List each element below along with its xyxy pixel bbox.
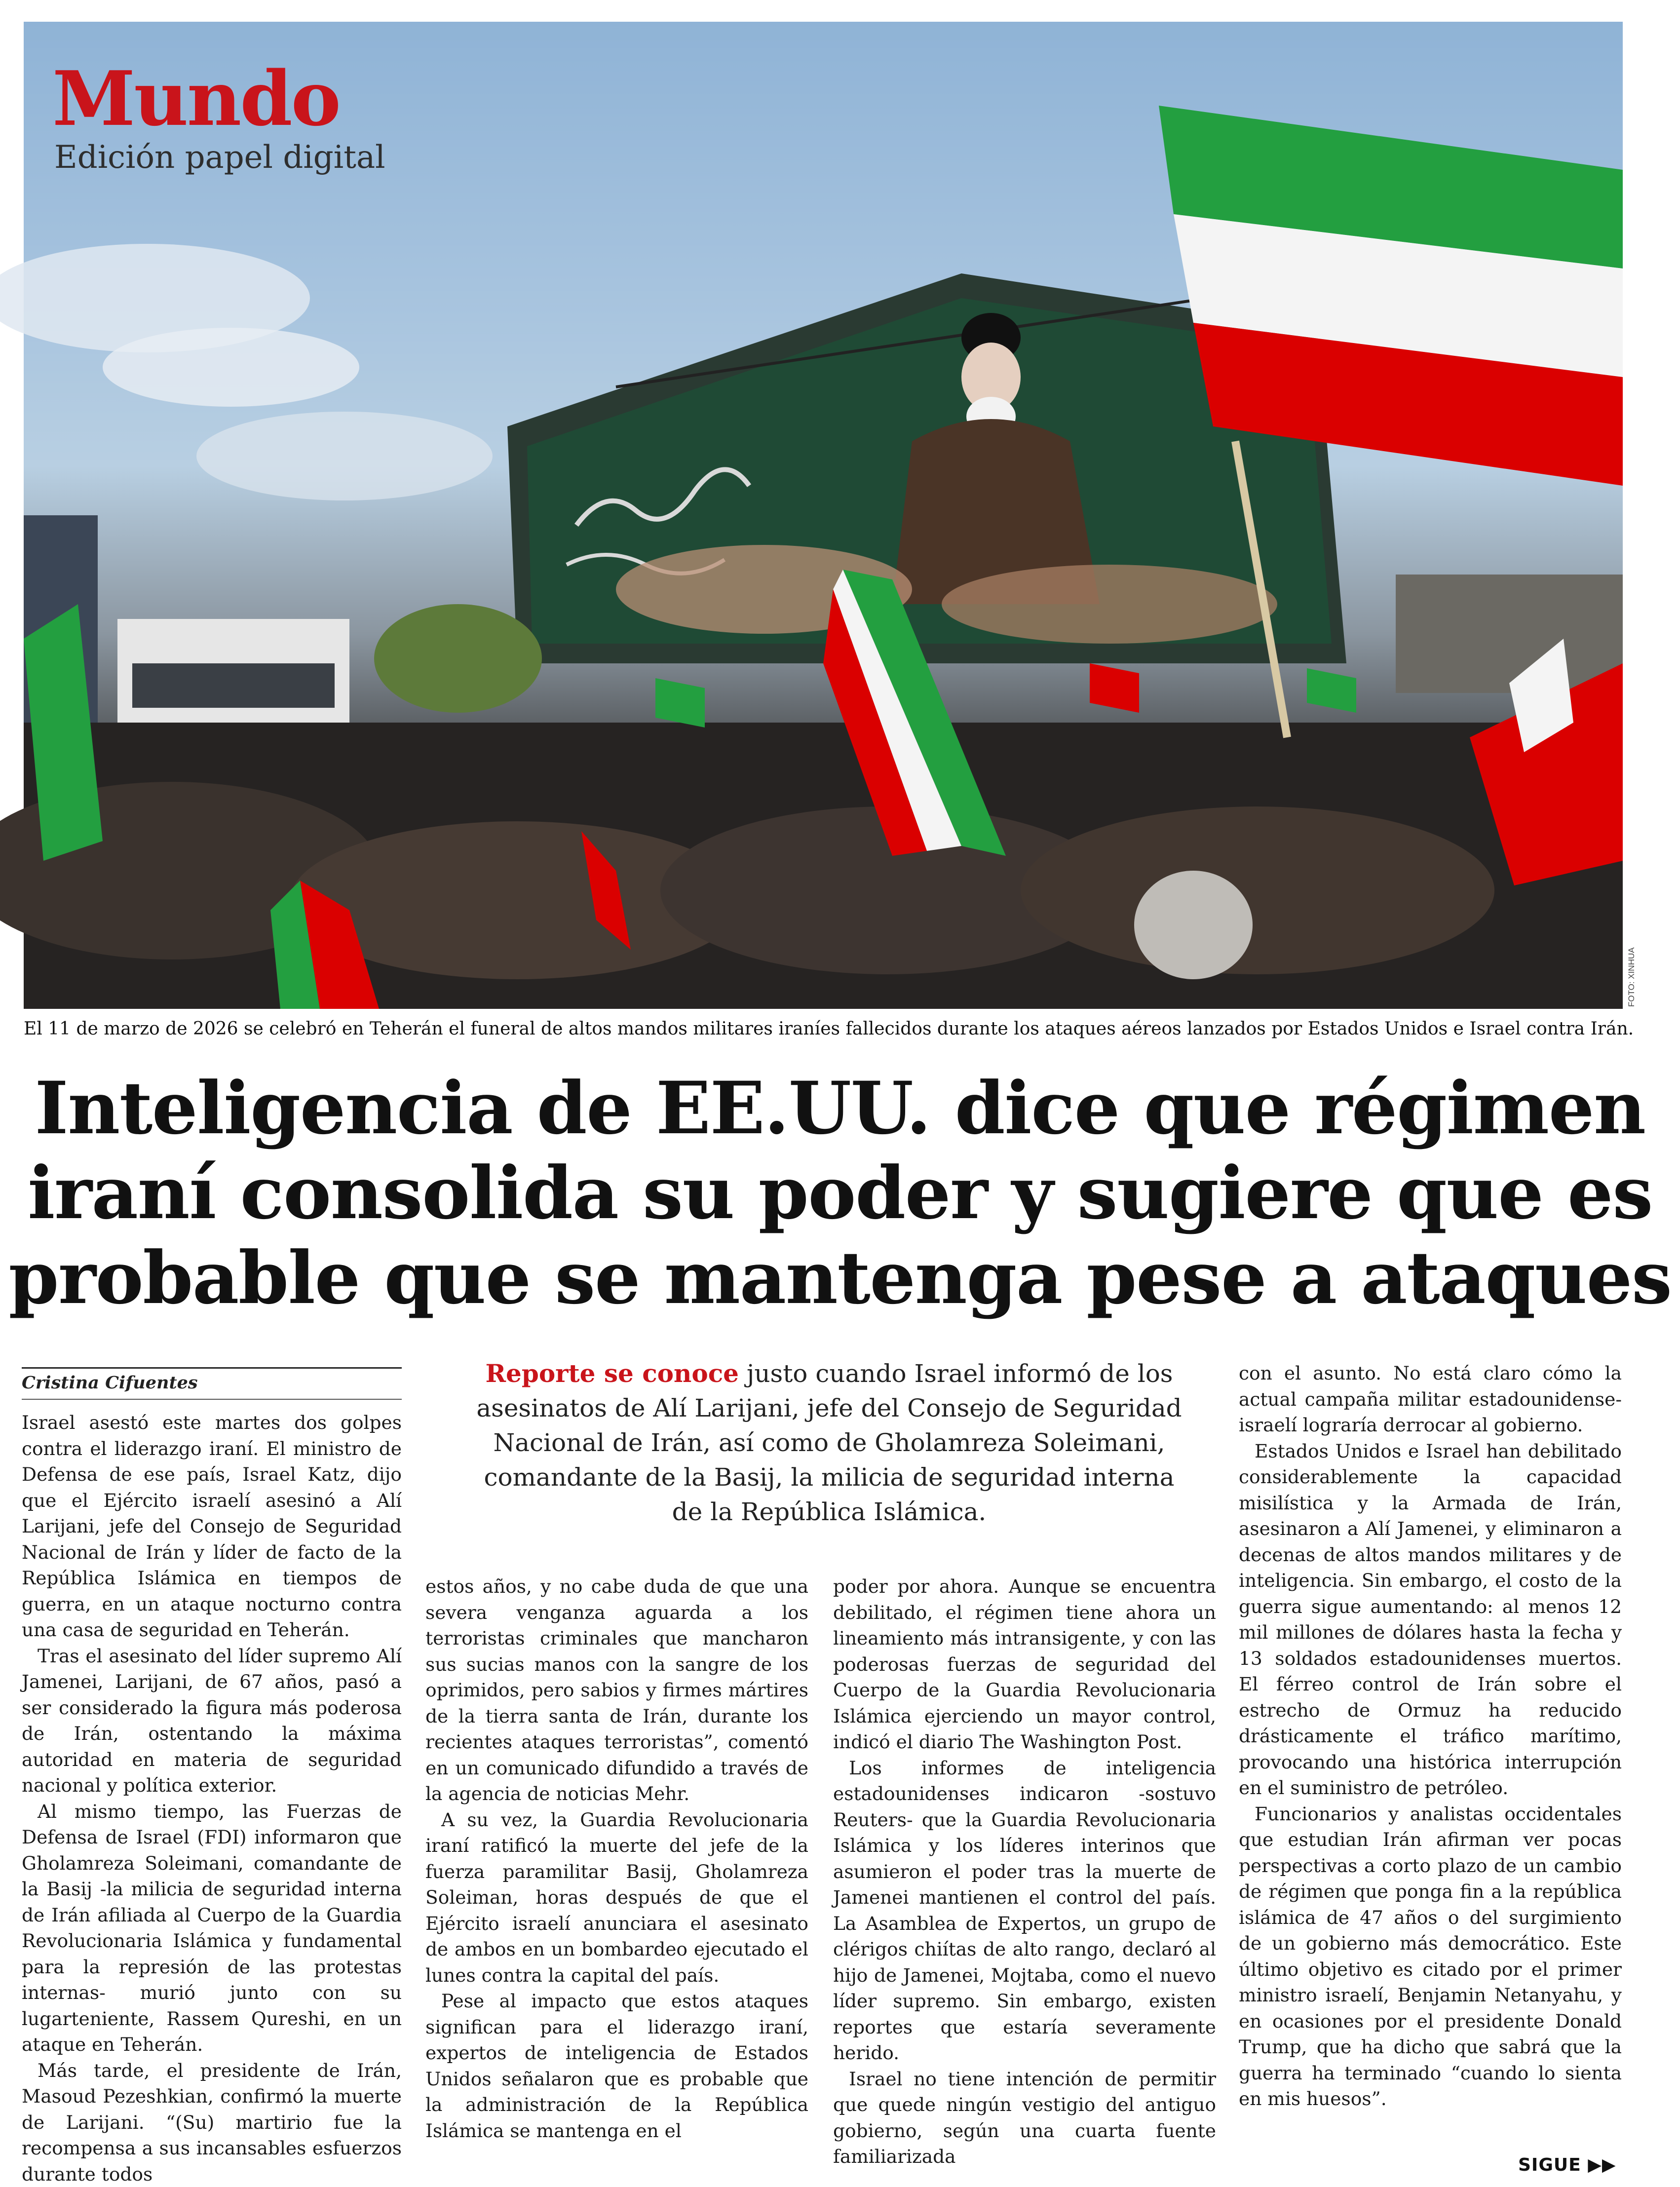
- right-building: [1396, 575, 1623, 693]
- section-subtitle: Edición papel digital: [54, 139, 385, 176]
- paragraph: con el asunto. No está claro cómo la actual campaña militar estadounidense-israelí lograría derrocar al gobierno.: [1239, 1360, 1622, 1438]
- crowd-flag: [655, 678, 705, 728]
- body-column-1: [22, 1410, 402, 2140]
- white-hair-head: [1134, 871, 1253, 979]
- cloud: [103, 328, 359, 407]
- paragraph: estos años, y no cabe duda de que una severa venganza aguarda a los terroristas criminales que mancharon sus sucias manos con la sangre de los oprimidos, pero sabios y firmes mártires de la tierra santa de Irán, durante los recientes ataques terroristas”, comentó en un comunicado difundido a través de la agencia de noticias Mehr.: [425, 1573, 808, 1807]
- body-column-4: [1239, 1360, 1622, 2140]
- crowd-flag: [1307, 668, 1356, 713]
- photo-caption: El 11 de marzo de 2026 se celebró en Teherán el funeral de altos mandos militares iraníes fallecidos durante los ataques aéreos lanzados por Estados Unidos e Israel contra Irán.: [24, 1019, 1633, 1039]
- pull-quote-text: justo cuando Israel informó de los asesinatos de Alí Larijani, jefe del Consejo de Seguridad Nacional de Irán, así como de Gholamreza Soleimani, comandante de la Basij, la milicia de seguridad interna de la República Islámica.: [476, 1359, 1182, 1526]
- paragraph: Pese al impacto que estos ataques significan para el liderazgo iraní, expertos de inteligencia de Estados Unidos señalaron que es probable que la administración de la República Islámica se mantenga en el: [425, 1988, 808, 2144]
- paragraph: Funcionarios y analistas occidentales que estudian Irán afirman ver pocas perspectivas a corto plazo de un cambio de régimen que ponga fin a la república islámica de 47 años o del surgimiento de un gobierno más democrático. Este último objetivo es citado por el primer ministro israelí, Benjamin Netanyahu, y en ocasiones por el presidente Donald Trump, que ha dicho que sabrá que la guerra ha terminado “cuando lo sienta en mis huesos”.: [1239, 1801, 1622, 2112]
- paragraph: Tras el asesinato del líder supremo Alí Jamenei, Larijani, de 67 años, pasó a ser considerado la figura más poderosa de Irán, ostentando la máxima autoridad en materia de seguridad nacional y política exterior.: [22, 1643, 402, 1799]
- crowd-flag: [1090, 663, 1139, 713]
- paragraph: Los informes de inteligencia estadounidenses indicaron -sostuvo Reuters- que la Guardia Revolucionaria Islámica y los líderes interinos que asumieron el poder tras la muerte de Jamenei mantienen el control del país. La Asamblea de Expertos, un grupo de clérigos chiítas de alto rango, declaró al hijo de Jamenei, Mojtaba, como el nuevo líder supremo. Sin embargo, existen reportes que estaría severamente herido.: [833, 1755, 1216, 2066]
- pull-quote-lead: Reporte se conoce: [486, 1359, 739, 1388]
- cloud: [196, 412, 493, 500]
- photo-credit: FOTO: XINHUA: [1627, 933, 1637, 1007]
- paragraph: Más tarde, el presidente de Irán, Masoud Pezeshkian, confirmó la muerte de Larijani. “(Su) martirio fue la recompensa a sus incansables esfuerzos durante todos: [22, 2058, 402, 2187]
- headline-line-3: probable que se mantenga pese a ataques: [8, 1236, 1671, 1320]
- body-column-2: [425, 1573, 808, 2140]
- byline: Cristina Cifuentes: [22, 1367, 402, 1400]
- headline: [0, 1066, 1680, 1321]
- paragraph: Israel asestó este martes dos golpes contra el liderazgo iraní. El ministro de Defensa de ese país, Israel Katz, dijo que el Ejército israelí asesinó a Alí Larijani, jefe del Consejo de Seguridad Nacional de Irán y líder de facto de la República Islámica en tiempos de guerra, en un ataque nocturno contra una casa de seguridad en Teherán.: [22, 1410, 402, 1643]
- pull-quote: [474, 1356, 1184, 1529]
- paragraph: poder por ahora. Aunque se encuentra debilitado, el régimen tiene ahora un lineamiento más intransigente, y con las poderosas fuerzas de seguridad del Cuerpo de la Guardia Revolucionaria Islámica ejerciendo un mayor control, indicó el diario The Washington Post.: [833, 1573, 1216, 1755]
- continue-link[interactable]: SIGUE ▶▶: [1518, 2155, 1616, 2175]
- lead-photo: [24, 22, 1623, 1009]
- body-column-3: [833, 1573, 1216, 2140]
- section-title: Mundo: [52, 61, 340, 136]
- paragraph: Al mismo tiempo, las Fuerzas de Defensa de Israel (FDI) informaron que Gholamreza Soleimani, comandante de la Basij -la milicia de seguridad interna de Irán afiliada al Cuerpo de la Guardia Revolucionaria Islámica y fundamental para la represión de las protestas internas- murió junto con su lugarteniente, Rassem Qureshi, en un ataque en Teherán.: [22, 1799, 402, 2058]
- headline-line-1: Inteligencia de EE.UU. dice que régimen: [35, 1066, 1645, 1151]
- paragraph: Estados Unidos e Israel han debilitado considerablemente la capacidad misilística y la Armada de Irán, asesinaron a Alí Jamenei, y eliminaron a decenas de altos mandos militares y de inteligencia. Sin embargo, el costo de la guerra sigue aumentando: al menos 12 mil millones de dólares hasta la fecha y 13 soldados estadounidenses muertos. El férreo control de Irán sobre el estrecho de Ormuz ha reducido drásticamente el tráfico marítimo, provocando una histórica interrupción en el suministro de petróleo.: [1239, 1438, 1622, 1801]
- paragraph: A su vez, la Guardia Revolucionaria iraní ratificó la muerte del jefe de la fuerza paramilitar Basij, Gholamreza Soleiman, horas después de que el Ejército israelí anunciara el asesinato de ambos en un bombardeo ejecutado el lunes contra la capital del país.: [425, 1807, 808, 1989]
- crowd-heads: [1021, 806, 1494, 974]
- tree: [374, 604, 542, 713]
- truck-windshield: [132, 663, 335, 708]
- paragraph: Israel no tiene intención de permitir que quede ningún vestigio del antiguo gobierno, según una cuarta fuente familiarizada: [833, 2066, 1216, 2170]
- headline-line-2: iraní consolida su poder y sugiere que es: [28, 1151, 1652, 1235]
- banner-crowd: [942, 565, 1277, 644]
